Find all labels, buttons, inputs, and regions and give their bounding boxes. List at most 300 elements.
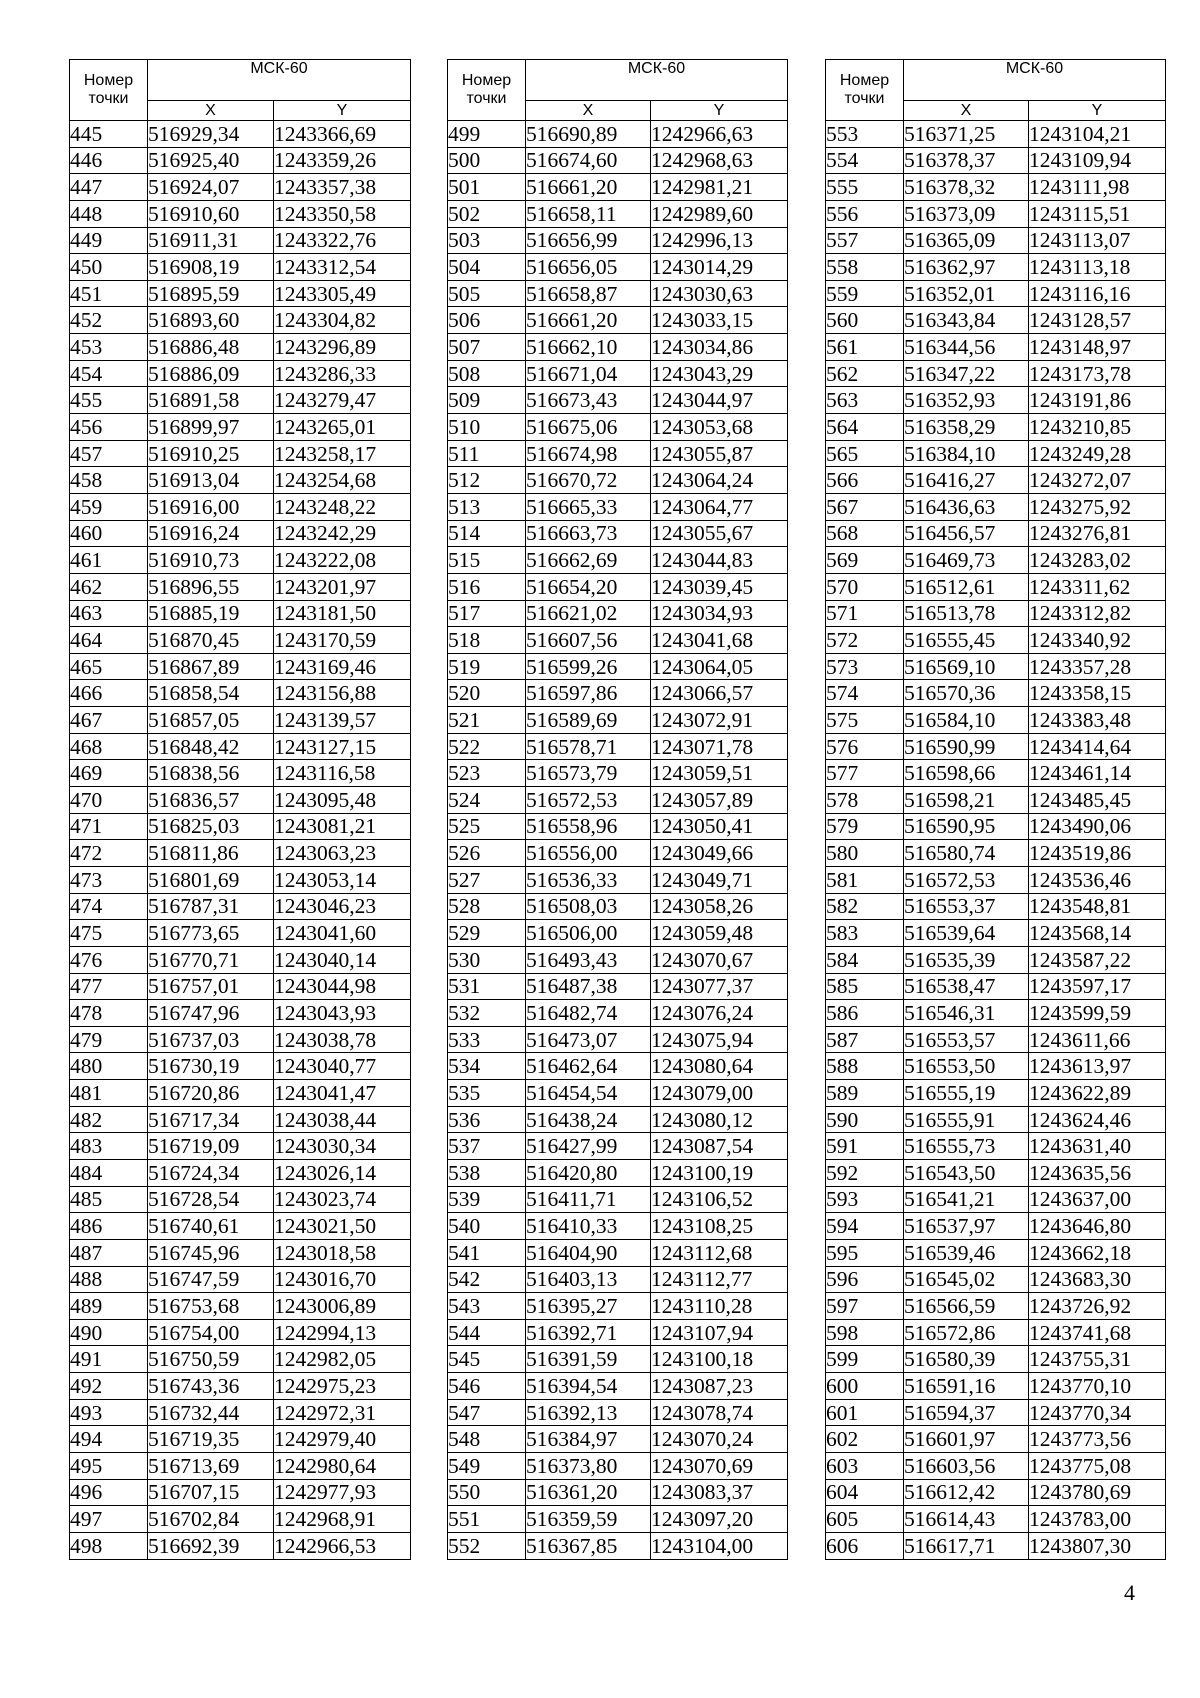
table-row bbox=[70, 147, 411, 174]
table-row bbox=[826, 1053, 1166, 1080]
x-coordinate-cell: 516910,25 bbox=[148, 440, 274, 467]
x-coordinate-cell: 516573,79 bbox=[526, 760, 651, 787]
x-coordinate-cell: 516707,15 bbox=[148, 1479, 274, 1506]
table-row bbox=[448, 1133, 788, 1160]
table-row bbox=[448, 414, 788, 441]
x-coordinate-cell: 516555,73 bbox=[904, 1133, 1029, 1160]
y-coordinate-cell: 1243148,97 bbox=[1029, 334, 1166, 361]
x-coordinate-cell: 516553,50 bbox=[904, 1053, 1029, 1080]
y-coordinate-cell: 1243383,48 bbox=[1029, 707, 1166, 734]
x-coordinate-cell: 516607,56 bbox=[526, 627, 651, 654]
table-row bbox=[448, 1479, 788, 1506]
point-number-cell: 521 bbox=[448, 707, 526, 734]
point-number-cell: 450 bbox=[70, 254, 148, 281]
y-coordinate-cell: 1243807,30 bbox=[1029, 1532, 1166, 1559]
point-number-cell: 487 bbox=[70, 1239, 148, 1266]
x-coordinate-cell: 516658,87 bbox=[526, 280, 651, 307]
table-row bbox=[826, 946, 1166, 973]
coordinates-table-2 bbox=[447, 59, 788, 1560]
point-number-cell: 600 bbox=[826, 1373, 904, 1400]
point-number-cell: 460 bbox=[70, 520, 148, 547]
x-coordinate-cell: 516770,71 bbox=[148, 946, 274, 973]
point-number-cell: 592 bbox=[826, 1159, 904, 1186]
y-coordinate-cell: 1243115,51 bbox=[1029, 200, 1166, 227]
y-coordinate-cell: 1243783,00 bbox=[1029, 1506, 1166, 1533]
x-coordinate-cell: 516720,86 bbox=[148, 1080, 274, 1107]
x-coordinate-cell: 516538,47 bbox=[904, 973, 1029, 1000]
point-number-cell: 492 bbox=[70, 1373, 148, 1400]
x-coordinate-cell: 516580,74 bbox=[904, 840, 1029, 867]
x-coordinate-cell: 516384,97 bbox=[526, 1426, 651, 1453]
y-coordinate-cell: 1242972,31 bbox=[274, 1399, 411, 1426]
table-row bbox=[70, 1479, 411, 1506]
table-row bbox=[70, 1373, 411, 1400]
y-coordinate-cell: 1243249,28 bbox=[1029, 440, 1166, 467]
point-number-cell: 506 bbox=[448, 307, 526, 334]
table-row bbox=[448, 866, 788, 893]
point-number-cell: 486 bbox=[70, 1213, 148, 1240]
table-row bbox=[70, 121, 411, 148]
table-row bbox=[70, 174, 411, 201]
table-row bbox=[448, 1213, 788, 1240]
y-coordinate-cell: 1243041,60 bbox=[274, 920, 411, 947]
y-coordinate-cell: 1243041,47 bbox=[274, 1080, 411, 1107]
table-row bbox=[826, 1453, 1166, 1480]
table-row bbox=[448, 840, 788, 867]
y-coordinate-cell: 1243311,62 bbox=[1029, 573, 1166, 600]
x-coordinate-cell: 516392,13 bbox=[526, 1399, 651, 1426]
point-number-cell: 449 bbox=[70, 227, 148, 254]
point-number-cell: 559 bbox=[826, 280, 904, 307]
table-row bbox=[826, 1532, 1166, 1559]
table-row bbox=[448, 1239, 788, 1266]
x-coordinate-cell: 516373,80 bbox=[526, 1453, 651, 1480]
y-coordinate-cell: 1243254,68 bbox=[274, 467, 411, 494]
table-row bbox=[70, 1426, 411, 1453]
table-row bbox=[448, 973, 788, 1000]
x-coordinate-cell: 516621,02 bbox=[526, 600, 651, 627]
point-number-cell: 535 bbox=[448, 1080, 526, 1107]
point-number-cell: 555 bbox=[826, 174, 904, 201]
x-coordinate-cell: 516737,03 bbox=[148, 1026, 274, 1053]
x-coordinate-cell: 516745,96 bbox=[148, 1239, 274, 1266]
y-coordinate-cell: 1243741,68 bbox=[1029, 1319, 1166, 1346]
x-coordinate-cell: 516899,97 bbox=[148, 414, 274, 441]
y-coordinate-cell: 1243006,89 bbox=[274, 1293, 411, 1320]
table-row bbox=[448, 227, 788, 254]
point-number-cell: 550 bbox=[448, 1479, 526, 1506]
point-number-cell: 457 bbox=[70, 440, 148, 467]
point-number-cell: 512 bbox=[448, 467, 526, 494]
table-row bbox=[826, 653, 1166, 680]
y-coordinate-cell: 1243040,77 bbox=[274, 1053, 411, 1080]
table-row bbox=[826, 787, 1166, 814]
point-number-cell: 490 bbox=[70, 1319, 148, 1346]
y-coordinate-cell: 1243272,07 bbox=[1029, 467, 1166, 494]
point-number-cell: 485 bbox=[70, 1186, 148, 1213]
table-row bbox=[826, 627, 1166, 654]
y-coordinate-cell: 1242981,21 bbox=[651, 174, 788, 201]
point-number-cell: 530 bbox=[448, 946, 526, 973]
x-coordinate-cell: 516420,80 bbox=[526, 1159, 651, 1186]
y-coordinate-cell: 1243169,46 bbox=[274, 653, 411, 680]
point-number-cell: 463 bbox=[70, 600, 148, 627]
x-coordinate-cell: 516719,09 bbox=[148, 1133, 274, 1160]
point-number-cell: 451 bbox=[70, 280, 148, 307]
x-coordinate-cell: 516886,48 bbox=[148, 334, 274, 361]
table-row bbox=[70, 1266, 411, 1293]
point-number-cell: 448 bbox=[70, 200, 148, 227]
table-row bbox=[826, 307, 1166, 334]
x-coordinate-cell: 516891,58 bbox=[148, 387, 274, 414]
table-row bbox=[70, 387, 411, 414]
table-row bbox=[826, 1186, 1166, 1213]
point-number-cell: 598 bbox=[826, 1319, 904, 1346]
x-coordinate-cell: 516654,20 bbox=[526, 573, 651, 600]
table-row bbox=[826, 920, 1166, 947]
x-coordinate-cell: 516740,61 bbox=[148, 1213, 274, 1240]
y-coordinate-cell: 1243043,93 bbox=[274, 1000, 411, 1027]
point-number-cell: 464 bbox=[70, 627, 148, 654]
x-coordinate-cell: 516717,34 bbox=[148, 1106, 274, 1133]
table-row bbox=[70, 653, 411, 680]
table-row bbox=[448, 360, 788, 387]
table-row bbox=[826, 334, 1166, 361]
y-coordinate-cell: 1243055,87 bbox=[651, 440, 788, 467]
y-coordinate-cell: 1243116,16 bbox=[1029, 280, 1166, 307]
y-column-header: Y bbox=[651, 101, 788, 121]
x-coordinate-cell: 516753,68 bbox=[148, 1293, 274, 1320]
x-coordinate-cell: 516913,04 bbox=[148, 467, 274, 494]
point-number-cell: 473 bbox=[70, 866, 148, 893]
y-coordinate-cell: 1243770,10 bbox=[1029, 1373, 1166, 1400]
point-number-cell: 488 bbox=[70, 1266, 148, 1293]
x-coordinate-cell: 516848,42 bbox=[148, 733, 274, 760]
x-coordinate-cell: 516590,99 bbox=[904, 733, 1029, 760]
y-coordinate-cell: 1243014,29 bbox=[651, 254, 788, 281]
y-coordinate-cell: 1243258,17 bbox=[274, 440, 411, 467]
point-number-cell: 510 bbox=[448, 414, 526, 441]
table-row bbox=[70, 1026, 411, 1053]
point-number-cell: 474 bbox=[70, 893, 148, 920]
x-coordinate-cell: 516367,85 bbox=[526, 1532, 651, 1559]
table-row bbox=[826, 547, 1166, 574]
x-coordinate-cell: 516773,65 bbox=[148, 920, 274, 947]
y-coordinate-cell: 1243071,78 bbox=[651, 733, 788, 760]
y-coordinate-cell: 1243127,15 bbox=[274, 733, 411, 760]
y-coordinate-cell: 1243461,14 bbox=[1029, 760, 1166, 787]
x-coordinate-cell: 516662,69 bbox=[526, 547, 651, 574]
y-coordinate-cell: 1243597,17 bbox=[1029, 973, 1166, 1000]
point-number-cell: 597 bbox=[826, 1293, 904, 1320]
point-number-cell: 470 bbox=[70, 787, 148, 814]
table-row bbox=[70, 307, 411, 334]
table-row bbox=[448, 1373, 788, 1400]
point-number-cell: 556 bbox=[826, 200, 904, 227]
point-number-cell: 551 bbox=[448, 1506, 526, 1533]
table-row bbox=[826, 440, 1166, 467]
table-row bbox=[70, 813, 411, 840]
x-coordinate-cell: 516536,33 bbox=[526, 866, 651, 893]
x-coordinate-cell: 516811,86 bbox=[148, 840, 274, 867]
table-row bbox=[826, 1399, 1166, 1426]
table-row bbox=[448, 1106, 788, 1133]
table-row bbox=[448, 387, 788, 414]
y-coordinate-cell: 1243064,05 bbox=[651, 653, 788, 680]
x-coordinate-cell: 516358,29 bbox=[904, 414, 1029, 441]
y-coordinate-cell: 1243077,37 bbox=[651, 973, 788, 1000]
table-row bbox=[448, 760, 788, 787]
x-coordinate-cell: 516469,73 bbox=[904, 547, 1029, 574]
x-coordinate-cell: 516867,89 bbox=[148, 653, 274, 680]
point-number-cell: 572 bbox=[826, 627, 904, 654]
table-row bbox=[70, 600, 411, 627]
point-number-cell: 505 bbox=[448, 280, 526, 307]
x-coordinate-cell: 516656,05 bbox=[526, 254, 651, 281]
x-coordinate-cell: 516730,19 bbox=[148, 1053, 274, 1080]
point-number-cell: 447 bbox=[70, 174, 148, 201]
y-coordinate-cell: 1243116,58 bbox=[274, 760, 411, 787]
table-row bbox=[448, 893, 788, 920]
point-number-cell: 591 bbox=[826, 1133, 904, 1160]
table-row bbox=[448, 1053, 788, 1080]
point-number-cell: 461 bbox=[70, 547, 148, 574]
point-number-cell: 606 bbox=[826, 1532, 904, 1559]
point-number-header: Номер точки bbox=[70, 60, 148, 121]
table-row bbox=[70, 1239, 411, 1266]
table-row bbox=[448, 1319, 788, 1346]
table-row bbox=[70, 733, 411, 760]
point-number-cell: 468 bbox=[70, 733, 148, 760]
point-number-cell: 570 bbox=[826, 573, 904, 600]
point-number-cell: 553 bbox=[826, 121, 904, 148]
y-coordinate-cell: 1242980,64 bbox=[274, 1453, 411, 1480]
point-number-cell: 479 bbox=[70, 1026, 148, 1053]
table-row bbox=[826, 1106, 1166, 1133]
x-coordinate-cell: 516566,59 bbox=[904, 1293, 1029, 1320]
x-coordinate-cell: 516617,71 bbox=[904, 1532, 1029, 1559]
x-coordinate-cell: 516916,24 bbox=[148, 520, 274, 547]
point-number-cell: 543 bbox=[448, 1293, 526, 1320]
point-number-cell: 568 bbox=[826, 520, 904, 547]
point-number-cell: 540 bbox=[448, 1213, 526, 1240]
x-coordinate-cell: 516456,57 bbox=[904, 520, 1029, 547]
table-row bbox=[448, 493, 788, 520]
table-row bbox=[70, 520, 411, 547]
table-row bbox=[448, 1000, 788, 1027]
page-number: 4 bbox=[1124, 1580, 1135, 1605]
table-row bbox=[826, 493, 1166, 520]
table-row bbox=[70, 1506, 411, 1533]
point-number-cell: 519 bbox=[448, 653, 526, 680]
point-number-cell: 494 bbox=[70, 1426, 148, 1453]
table-row bbox=[70, 1053, 411, 1080]
point-number-cell: 557 bbox=[826, 227, 904, 254]
x-coordinate-cell: 516378,37 bbox=[904, 147, 1029, 174]
y-coordinate-cell: 1243340,92 bbox=[1029, 627, 1166, 654]
table-row bbox=[70, 946, 411, 973]
y-coordinate-cell: 1243113,18 bbox=[1029, 254, 1166, 281]
table-row bbox=[826, 360, 1166, 387]
point-number-cell: 454 bbox=[70, 360, 148, 387]
y-coordinate-cell: 1243770,34 bbox=[1029, 1399, 1166, 1426]
x-coordinate-cell: 516910,60 bbox=[148, 200, 274, 227]
x-coordinate-cell: 516702,84 bbox=[148, 1506, 274, 1533]
x-coordinate-cell: 516594,37 bbox=[904, 1399, 1029, 1426]
x-coordinate-cell: 516896,55 bbox=[148, 573, 274, 600]
y-coordinate-cell: 1243097,20 bbox=[651, 1506, 788, 1533]
point-number-cell: 526 bbox=[448, 840, 526, 867]
x-coordinate-cell: 516656,99 bbox=[526, 227, 651, 254]
y-coordinate-cell: 1243038,78 bbox=[274, 1026, 411, 1053]
table-row bbox=[70, 280, 411, 307]
point-number-cell: 452 bbox=[70, 307, 148, 334]
point-number-cell: 478 bbox=[70, 1000, 148, 1027]
y-coordinate-cell: 1243156,88 bbox=[274, 680, 411, 707]
table-row bbox=[70, 1080, 411, 1107]
y-coordinate-cell: 1243312,82 bbox=[1029, 600, 1166, 627]
point-number-cell: 503 bbox=[448, 227, 526, 254]
y-coordinate-cell: 1243046,23 bbox=[274, 893, 411, 920]
table-row bbox=[448, 1532, 788, 1559]
y-coordinate-cell: 1243726,92 bbox=[1029, 1293, 1166, 1320]
x-coordinate-cell: 516541,21 bbox=[904, 1186, 1029, 1213]
y-coordinate-cell: 1243191,86 bbox=[1029, 387, 1166, 414]
table-row bbox=[70, 1532, 411, 1559]
x-coordinate-cell: 516925,40 bbox=[148, 147, 274, 174]
y-coordinate-cell: 1243485,45 bbox=[1029, 787, 1166, 814]
y-coordinate-cell: 1243635,56 bbox=[1029, 1159, 1166, 1186]
point-number-header: Номер точки bbox=[448, 60, 526, 121]
x-coordinate-cell: 516612,42 bbox=[904, 1479, 1029, 1506]
table-row bbox=[70, 467, 411, 494]
y-coordinate-cell: 1243322,76 bbox=[274, 227, 411, 254]
point-number-cell: 549 bbox=[448, 1453, 526, 1480]
table-row bbox=[70, 360, 411, 387]
x-coordinate-cell: 516555,45 bbox=[904, 627, 1029, 654]
table-row bbox=[448, 600, 788, 627]
point-number-cell: 577 bbox=[826, 760, 904, 787]
y-coordinate-cell: 1243611,66 bbox=[1029, 1026, 1166, 1053]
x-coordinate-cell: 516347,22 bbox=[904, 360, 1029, 387]
x-coordinate-cell: 516362,97 bbox=[904, 254, 1029, 281]
y-coordinate-cell: 1243201,97 bbox=[274, 573, 411, 600]
point-number-cell: 482 bbox=[70, 1106, 148, 1133]
y-coordinate-cell: 1243070,67 bbox=[651, 946, 788, 973]
y-coordinate-cell: 1243359,26 bbox=[274, 147, 411, 174]
point-number-cell: 497 bbox=[70, 1506, 148, 1533]
x-coordinate-cell: 516929,34 bbox=[148, 121, 274, 148]
x-coordinate-cell: 516591,16 bbox=[904, 1373, 1029, 1400]
table-row bbox=[70, 414, 411, 441]
y-coordinate-cell: 1242975,23 bbox=[274, 1373, 411, 1400]
x-coordinate-cell: 516754,00 bbox=[148, 1319, 274, 1346]
y-coordinate-cell: 1242966,63 bbox=[651, 121, 788, 148]
table-row bbox=[70, 1293, 411, 1320]
y-coordinate-cell: 1243631,40 bbox=[1029, 1133, 1166, 1160]
table-row bbox=[826, 1000, 1166, 1027]
table-row bbox=[448, 1453, 788, 1480]
y-coordinate-cell: 1243026,14 bbox=[274, 1159, 411, 1186]
y-coordinate-cell: 1243283,02 bbox=[1029, 547, 1166, 574]
point-number-cell: 496 bbox=[70, 1479, 148, 1506]
point-number-cell: 480 bbox=[70, 1053, 148, 1080]
y-coordinate-cell: 1243079,00 bbox=[651, 1080, 788, 1107]
x-coordinate-cell: 516572,53 bbox=[904, 866, 1029, 893]
y-coordinate-cell: 1243070,69 bbox=[651, 1453, 788, 1480]
table-row bbox=[448, 1159, 788, 1186]
x-coordinate-cell: 516394,54 bbox=[526, 1373, 651, 1400]
table-row bbox=[826, 1479, 1166, 1506]
table-row bbox=[70, 707, 411, 734]
x-coordinate-cell: 516546,31 bbox=[904, 1000, 1029, 1027]
x-coordinate-cell: 516598,66 bbox=[904, 760, 1029, 787]
x-coordinate-cell: 516572,86 bbox=[904, 1319, 1029, 1346]
point-number-cell: 518 bbox=[448, 627, 526, 654]
table-row bbox=[826, 1426, 1166, 1453]
y-coordinate-cell: 1243030,63 bbox=[651, 280, 788, 307]
y-coordinate-cell: 1243113,07 bbox=[1029, 227, 1166, 254]
x-coordinate-cell: 516378,32 bbox=[904, 174, 1029, 201]
y-coordinate-cell: 1243110,28 bbox=[651, 1293, 788, 1320]
x-coordinate-cell: 516365,09 bbox=[904, 227, 1029, 254]
y-coordinate-cell: 1242968,63 bbox=[651, 147, 788, 174]
point-number-cell: 498 bbox=[70, 1532, 148, 1559]
x-coordinate-cell: 516513,78 bbox=[904, 600, 1029, 627]
table-row bbox=[448, 707, 788, 734]
x-coordinate-cell: 516545,02 bbox=[904, 1266, 1029, 1293]
table-row bbox=[70, 1133, 411, 1160]
point-number-cell: 472 bbox=[70, 840, 148, 867]
x-coordinate-cell: 516553,57 bbox=[904, 1026, 1029, 1053]
y-coordinate-cell: 1243358,15 bbox=[1029, 680, 1166, 707]
y-coordinate-cell: 1243050,41 bbox=[651, 813, 788, 840]
x-coordinate-cell: 516454,54 bbox=[526, 1080, 651, 1107]
point-number-cell: 515 bbox=[448, 547, 526, 574]
point-number-cell: 541 bbox=[448, 1239, 526, 1266]
x-coordinate-cell: 516924,07 bbox=[148, 174, 274, 201]
point-number-cell: 585 bbox=[826, 973, 904, 1000]
x-coordinate-cell: 516601,97 bbox=[904, 1426, 1029, 1453]
point-number-cell: 507 bbox=[448, 334, 526, 361]
y-coordinate-cell: 1243624,46 bbox=[1029, 1106, 1166, 1133]
x-coordinate-cell: 516344,56 bbox=[904, 334, 1029, 361]
x-coordinate-cell: 516603,56 bbox=[904, 1453, 1029, 1480]
y-coordinate-cell: 1243033,15 bbox=[651, 307, 788, 334]
x-coordinate-cell: 516391,59 bbox=[526, 1346, 651, 1373]
point-number-cell: 445 bbox=[70, 121, 148, 148]
table-row bbox=[826, 121, 1166, 148]
y-coordinate-cell: 1243053,14 bbox=[274, 866, 411, 893]
x-coordinate-cell: 516589,69 bbox=[526, 707, 651, 734]
table-row bbox=[70, 547, 411, 574]
point-number-cell: 558 bbox=[826, 254, 904, 281]
point-number-cell: 483 bbox=[70, 1133, 148, 1160]
y-coordinate-cell: 1243112,68 bbox=[651, 1239, 788, 1266]
point-number-cell: 548 bbox=[448, 1426, 526, 1453]
y-coordinate-cell: 1243043,29 bbox=[651, 360, 788, 387]
table-row bbox=[826, 1239, 1166, 1266]
table-row bbox=[70, 440, 411, 467]
point-number-cell: 508 bbox=[448, 360, 526, 387]
x-coordinate-cell: 516352,93 bbox=[904, 387, 1029, 414]
table-row bbox=[70, 334, 411, 361]
y-coordinate-cell: 1243646,80 bbox=[1029, 1213, 1166, 1240]
table-row bbox=[826, 1293, 1166, 1320]
point-number-cell: 589 bbox=[826, 1080, 904, 1107]
y-coordinate-cell: 1243078,74 bbox=[651, 1399, 788, 1426]
point-number-cell: 476 bbox=[70, 946, 148, 973]
